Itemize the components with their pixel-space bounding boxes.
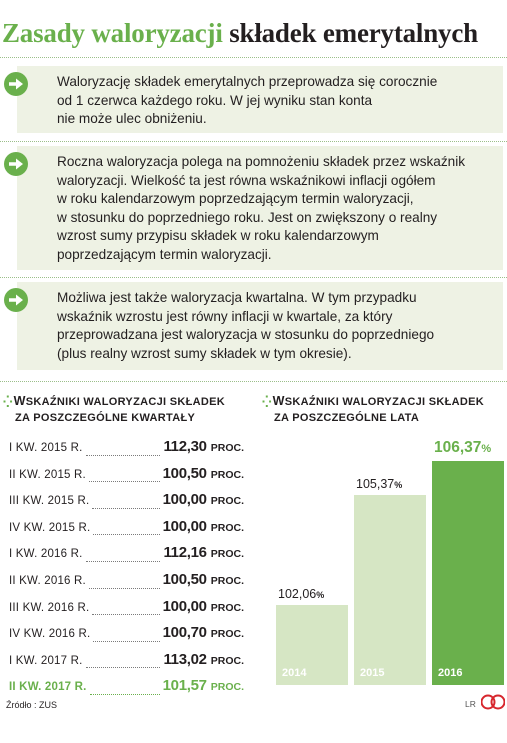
row-label: II KW. 2016 R. — [9, 574, 86, 587]
yearly-bar-chart — [262, 430, 507, 685]
dots-icon: ⁛ — [262, 396, 271, 408]
info-line: Waloryzację składek emerytalnych przeprowadza się corocznie — [57, 74, 438, 89]
author-credit: LR — [465, 699, 476, 709]
info-line: waloryzacji. Wielkość ta jest równa wskaźnikowi inflacji ogółem — [57, 172, 436, 188]
source-note: Źródło : ZUS — [6, 700, 58, 710]
table-row — [9, 651, 244, 678]
section-divider — [0, 141, 507, 142]
row-label: IV KW. 2015 R. — [9, 521, 91, 534]
bar-2015 — [354, 495, 426, 685]
bar-2014 — [276, 605, 348, 685]
dotted-leader — [86, 667, 161, 668]
row-label: I KW. 2015 R. — [9, 442, 83, 454]
bar-value-label: 105,37% — [356, 476, 403, 491]
quarterly-table — [9, 438, 244, 704]
row-value: 100,00 — [162, 517, 207, 535]
dotted-leader — [92, 508, 159, 509]
dotted-leader — [86, 561, 161, 562]
row-value: 100,00 — [162, 597, 207, 615]
dotted-leader — [89, 588, 160, 589]
info-line: wzrost sumy przypisu składek w roku kalendarzowym — [57, 228, 379, 243]
bar-value-label: 106,37% — [434, 439, 492, 457]
info-point-text — [28, 146, 475, 270]
bar-category-label: 2014 — [282, 667, 307, 679]
row-label: I KW. 2016 R. — [9, 548, 83, 561]
dots-icon: ⁛ — [3, 396, 12, 408]
bar-2016 — [432, 461, 504, 685]
info-line: (plus realny wzrost sumy składek w tym okresie). — [57, 345, 352, 361]
bar-category-label: 2016 — [438, 667, 463, 679]
bar-category-label: 2015 — [360, 667, 385, 679]
table-row — [9, 598, 244, 625]
row-value: 100,50 — [162, 464, 207, 482]
row-value: 112,30 — [163, 438, 207, 455]
dotted-leader — [93, 641, 159, 642]
table-row — [9, 544, 244, 571]
info-line: w stosunku do poprzedniego roku. Jest on zwiększony o realny — [57, 209, 438, 225]
info-point-2 — [4, 146, 503, 270]
heading-initial: W — [13, 394, 26, 408]
row-unit: PROC. — [210, 495, 244, 508]
arrow-right-icon — [4, 152, 28, 176]
dotted-leader — [89, 481, 160, 482]
table-row — [9, 465, 244, 492]
table-row — [9, 624, 244, 651]
heading-initial: W — [272, 394, 285, 408]
row-unit: PROC. — [210, 601, 244, 614]
info-line: nie może ulec obniżeniu. — [57, 111, 207, 126]
info-point-text — [28, 66, 447, 133]
row-value: 100,70 — [162, 624, 207, 642]
row-unit: PROC. — [210, 468, 244, 481]
info-line: Roczna waloryzacja polega na pomnożeniu składek przez wskaźnik — [57, 154, 466, 169]
arrow-right-icon — [4, 72, 28, 96]
row-label: III KW. 2016 R. — [9, 601, 90, 614]
quarterly-heading — [3, 393, 225, 426]
dotted-leader — [86, 455, 161, 456]
title-rest: składek emerytalnych — [229, 18, 478, 48]
heading-line2: ZA POSZCZEGÓLNE KWARTAŁY — [15, 412, 196, 424]
row-unit: PROC. — [210, 521, 244, 534]
info-line: w roku kalendarzowym poprzedzającym termin waloryzacji, — [57, 191, 414, 206]
row-value: 100,00 — [162, 491, 207, 509]
dotted-leader — [92, 614, 159, 615]
row-unit: PROC. — [210, 574, 244, 587]
info-line: wskaźnik wzrostu jest równy inflacji w kwartale, za który — [57, 308, 393, 324]
arrow-right-icon — [4, 288, 28, 312]
row-unit: PROC. — [210, 442, 244, 454]
dotted-leader — [90, 694, 160, 695]
row-value: 101,57 — [162, 677, 207, 695]
table-row — [9, 518, 244, 545]
info-point-3 — [4, 282, 503, 370]
title-divider — [0, 57, 507, 58]
row-unit: PROC. — [210, 548, 244, 561]
heading-line1: SKAŹNIKI WALORYZACJI SKŁADEK — [25, 396, 225, 408]
heading-line1: SKAŹNIKI WALORYZACJI SKŁADEK — [284, 396, 484, 408]
row-label: III KW. 2015 R. — [9, 495, 90, 508]
dotted-leader — [93, 534, 159, 535]
bar-value-label: 102,06% — [278, 586, 325, 601]
row-label: II KW. 2017 R. — [9, 681, 87, 694]
row-unit: PROC. — [210, 681, 244, 694]
info-point-1 — [4, 66, 503, 133]
info-point-text — [28, 282, 444, 370]
yearly-heading — [262, 393, 484, 426]
table-row — [9, 491, 244, 518]
row-label: I KW. 2017 R. — [9, 654, 83, 667]
title-accent: Zasady waloryzacji — [2, 18, 223, 48]
info-line: Możliwa jest także waloryzacja kwartalna. W tym przypadku — [57, 290, 417, 305]
table-row — [9, 438, 244, 465]
section-divider — [0, 381, 507, 382]
info-line: od 1 czerwca każdego roku. W jej wyniku stan konta — [57, 92, 373, 108]
section-divider — [0, 277, 507, 278]
cp-logo-icon — [481, 694, 505, 710]
row-label: IV KW. 2016 R. — [9, 628, 91, 641]
row-unit: PROC. — [210, 654, 244, 667]
row-value: 112,16 — [163, 544, 207, 562]
info-line: poprzedzającym termin waloryzacji. — [57, 246, 272, 262]
row-value: 100,50 — [162, 570, 207, 588]
table-row — [9, 571, 244, 598]
info-line: przeprowadzana jest waloryzacja w stosunku do poprzedniego — [57, 327, 435, 342]
row-label: II KW. 2015 R. — [9, 468, 86, 481]
row-value: 113,02 — [163, 650, 207, 668]
page-title — [2, 18, 478, 49]
row-unit: PROC. — [210, 628, 244, 641]
heading-line2: ZA POSZCZEGÓLNE LATA — [274, 412, 420, 424]
